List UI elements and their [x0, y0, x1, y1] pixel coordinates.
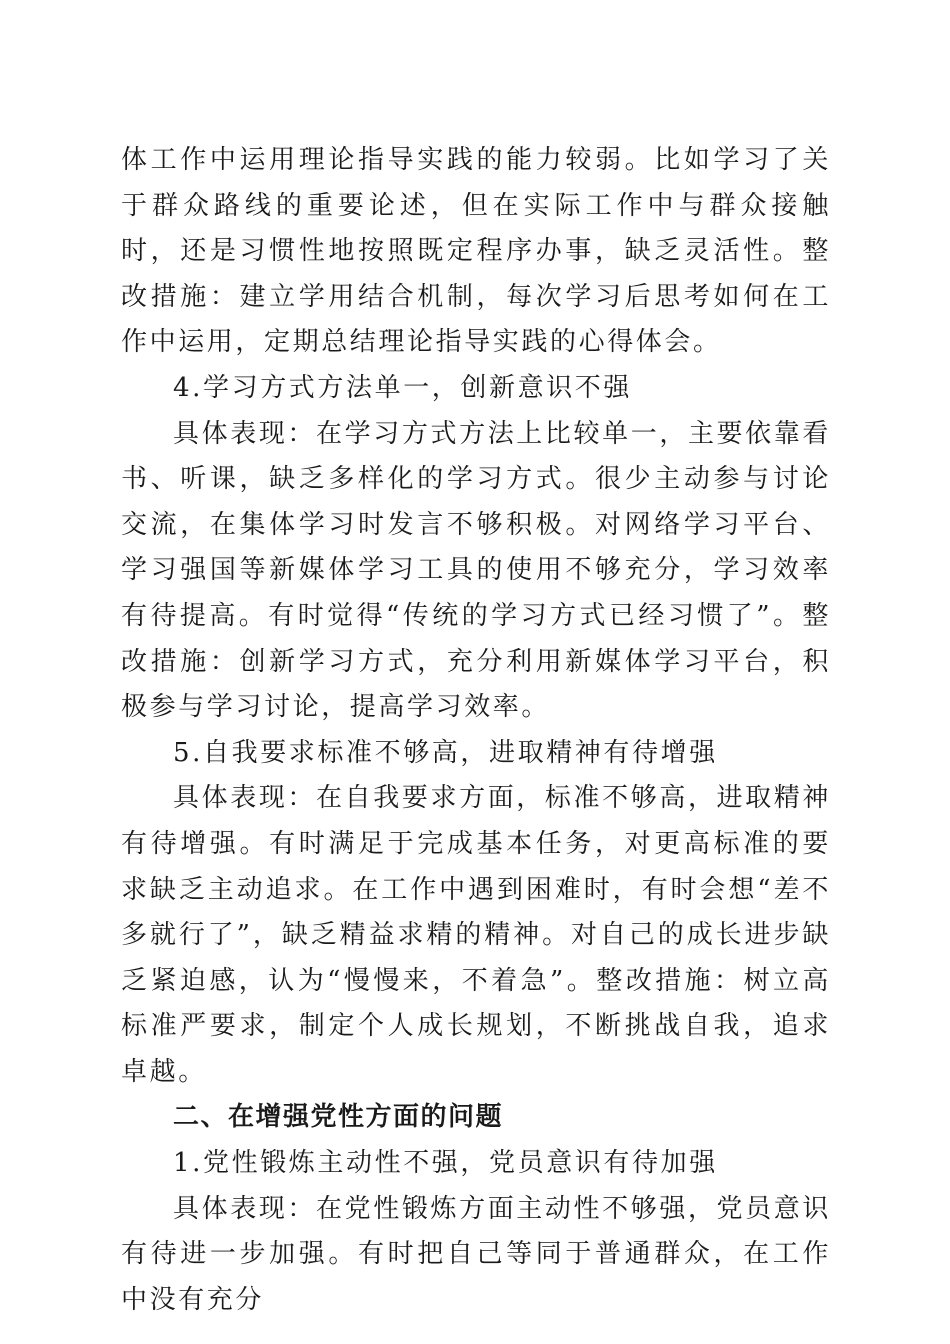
subheading-learning-methods: 4.学习方式方法单一，创新意识不强	[173, 372, 633, 403]
body-paragraph-party-training: 具体表现：在党性锻炼方面主动性不够强，党员意识有待进一步加强。有时把自己等同于普通群众，在工作中没有充分	[121, 1193, 831, 1315]
subheading-self-standards: 5.自我要求标准不够高，进取精神有待增强	[173, 737, 718, 768]
body-paragraph-continued: 体工作中运用理论指导实践的能力较弱。比如学习了关于群众路线的重要论述，但在实际工作中与群众接触时，还是习惯性地按照既定程序办事，缺乏灵活性。整改措施：建立学用结合机制，每次学习后思考如何在工作中运用，定期总结理论指导实践的心得体会。	[121, 145, 831, 358]
subheading-party-training: 1.党性锻炼主动性不强，党员意识有待加强	[173, 1148, 718, 1179]
body-paragraph-learning-methods: 具体表现：在学习方式方法上比较单一，主要依靠看书、听课，缺乏多样化的学习方式。很少主动参与讨论交流，在集体学习时发言不够积极。对网络学习平台、学习强国等新媒体学习工具的使用不够充分，学习效率有待提高。有时觉得“传统的学习方式已经习惯了”。整改措施：创新学习方式，充分利用新媒体学习平台，积极参与学习讨论，提高学习效率。	[121, 418, 831, 723]
section-heading-party-spirit: 二、在增强党性方面的问题	[173, 1102, 504, 1133]
document-body	[121, 138, 831, 1323]
body-paragraph-self-standards: 具体表现：在自我要求方面，标准不够高，进取精神有待增强。有时满足于完成基本任务，对更高标准的要求缺乏主动追求。在工作中遇到困难时，有时会想“差不多就行了”，缺乏精益求精的精神。对自己的成长进步缺乏紧迫感，认为“慢慢来，不着急”。整改措施：树立高标准严要求，制定个人成长规划，不断挑战自我，追求卓越。	[121, 783, 831, 1087]
